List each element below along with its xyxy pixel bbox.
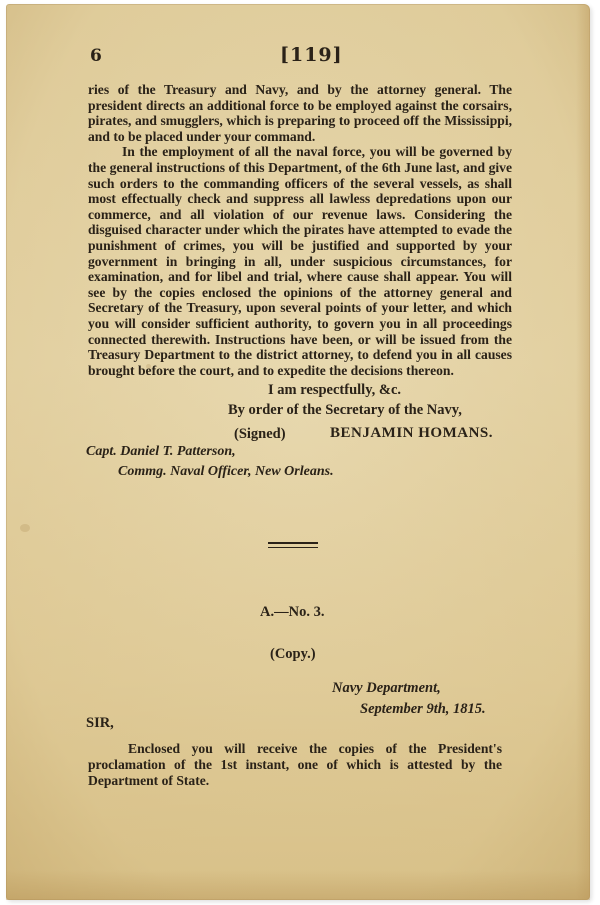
salutation: SIR, (86, 715, 114, 731)
paragraph-instructions: In the employment of all the naval force, you will be governed by the general instructions of this Department, of the 6th June last, and give such orders to the commanding officers of the several vessels, as shall most effectually check and suppress all lawless depredations upon our commerce, and all violation of our revenue laws. Considering the disguised character under which the pirates have attempted to evade the punishment of crimes, you will be justified and supported by your government in bringing in all, under suspicious circumstances, for examination, and for libel and trial, where cause shall appear. You will see by the copies enclosed the opinions of the attorney general and Secretary of the Treasury, upon several points of your letter, and which you will consider sufficient authority, to govern you in all proceedings connected therewith. Instructions have been, or will be issued from the Treasury Department to the district attorney, to defend you in all causes brought before the court, and to expedite the decisions thereon. (88, 144, 512, 378)
document-page (6, 4, 590, 900)
letter-date: September 9th, 1815. (360, 701, 486, 717)
page-edge-shadow (576, 4, 590, 900)
signer-name: BENJAMIN HOMANS. (330, 425, 494, 441)
section-divider-thin (268, 547, 318, 548)
page-number: 6 (90, 46, 102, 66)
copy-label: (Copy.) (270, 646, 316, 662)
signed-label: (Signed) (234, 426, 286, 442)
page-bottom-shadow (6, 870, 590, 900)
closing-by-order: By order of the Secretary of the Navy, (228, 402, 462, 418)
foxing-stain (20, 524, 30, 532)
section-heading: A.—No. 3. (260, 604, 325, 620)
letter-body-continued (88, 82, 512, 378)
letter-paragraph: Enclosed you will receive the copies of the President's proclamation of the 1st instant, one of which is attested by the Department of State. (88, 741, 502, 788)
recipient-title: Commg. Naval Officer, New Orleans. (118, 464, 334, 479)
paragraph-continued: ries of the Treasury and Navy, and by the attorney general. The president directs an additional force to be employed against the corsairs, pirates, and smugglers, which is preparing to proceed off the Mississippi, and to be placed under your command. (88, 82, 512, 144)
letter-place: Navy Department, (332, 680, 441, 696)
section-divider (268, 542, 318, 544)
page-header (6, 42, 590, 68)
recipient-name: Capt. Daniel T. Patterson, (86, 444, 236, 459)
letter-body (88, 741, 502, 789)
document-number: [119] (280, 44, 343, 66)
closing-respectfully: I am respectfully, &c. (268, 382, 402, 398)
